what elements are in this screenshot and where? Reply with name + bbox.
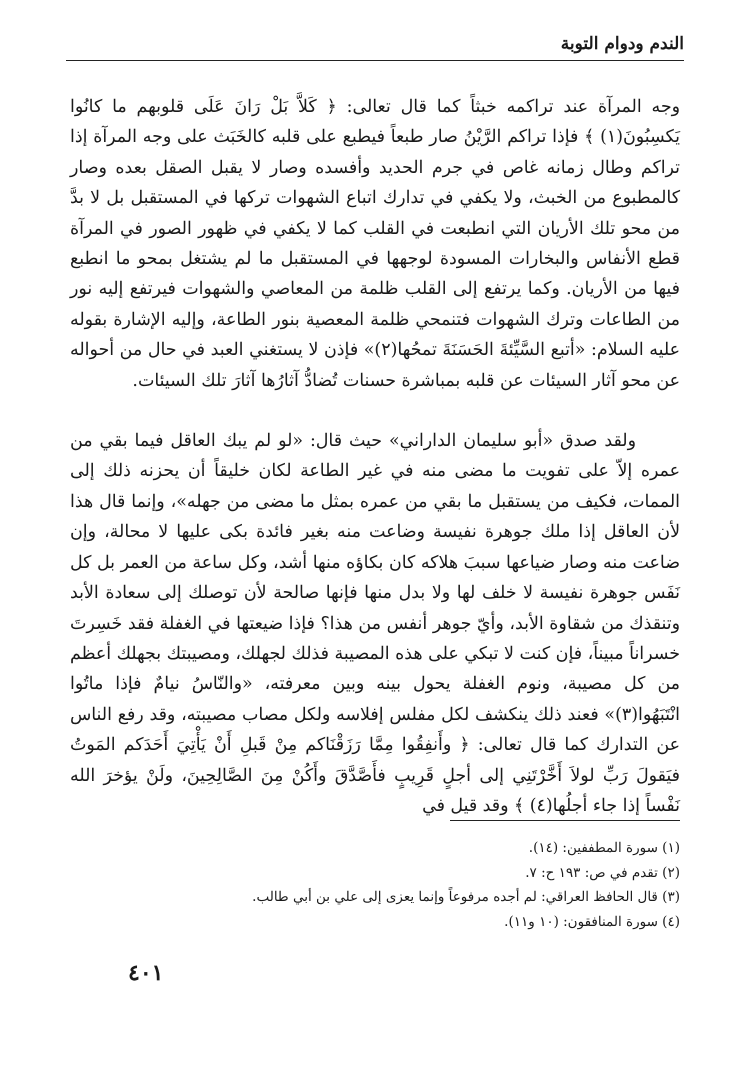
footnote-3: (٣) قال الحافظ العراقي: لم أجده مرفوعاً وإنما يعزى إلى علي بن أبي طالب. xyxy=(252,889,680,905)
footnote-separator xyxy=(450,820,680,821)
footnotes xyxy=(70,836,680,934)
running-header-title: الندم ودوام التوبة xyxy=(560,34,684,54)
footnote-1: (١) سورة المطففين: (١٤). xyxy=(528,840,680,856)
main-text xyxy=(70,92,680,821)
footnote-4: (٤) سورة المنافقون: (١٠ و١١). xyxy=(504,913,680,930)
paragraph-1: وجه المرآة عند تراكمه خبثاً كما قال تعالى: ﴿ كَلاَّ بَلْ رَانَ عَلَى قلوبهم ما كانُوا يَكسِبُونَ(١) ﴾ فإذا تراكم الرَّيْنُ صار طبعاً فيطبع على قلبه كالخَبَث على وجه المرآة إذا تراكم وطال زمانه غاص في جرم الحديد وأفسده وصار لا يقبل الصقل بعده وصار كالمطبوع من الخبث، ولا يكفي في تدارك اتباع الشهوات تركها في المستقبل بل لا بدَّ من محو تلك الأريان التي انطبعت في القلب كما لا يكفي في ظهور الصور في المرآة قطع الأنفاس والبخارات المسودة لوجهها في المستقبل ما لم يشتغل بمحو ما انطبع فيها من الأريان. وكما يرتفع إلى القلب ظلمة من المعاصي والشهوات فيرتفع إليه نور من الطاعات وترك الشهوات فتنمحي ظلمة المعصية بنور الطاعة، وإليه الإشارة بقوله عليه السلام: «أتبع السَّيِّئةَ الحَسَنَةَ تمحُها(٢)» فإذن لا يستغني العبد في حال من أحواله عن محو آثار السيئات عن قلبه بمباشرة حسنات تُضادُّ آثارُها آثارَ تلك السيئات. xyxy=(70,97,681,391)
page-number: ٤٠١ xyxy=(128,960,164,986)
header-rule xyxy=(66,60,684,61)
paragraph-2: ولقد صدق «أبو سليمان الداراني» حيث قال: «لو لم يبك العاقل فيما بقي من عمره إلاّ على تفويت ما مضى منه في غير الطاعة لكان خليقاً أن يحزنه ذلك إلى الممات، فكيف من يستقبل ما بقي من عمره بمثل ما مضى من جهله»، وإنما قال هذا لأن العاقل إذا ملك جوهرة نفيسة وضاعت منه بغير فائدة بكى عليها لا محالة، وإن ضاعت منه وصار ضياعها سببَ هلاكه كان بكاؤه منها أشد، وكل ساعة من العمر بل كل نَفَس جوهرة نفيسة لا خلف لها ولا بدل منها فإنها صالحة لأن توصلك إلى سعادة الأبد وتنقذك من شقاوة الأبد، وأيّ جوهر أنفس من هذا؟ فإذا ضيعتها في الغفلة فقد خَسِرتَ خسراناً مبيناً، فإن كنت لا تبكي على هذه المصيبة فذلك لجهلك، ومصيبتك بجهلك أعظم من كل مصيبة، ونوم الغفلة يحول بينه وبين معرفته، «والنّاسُ نيامٌ فإذا ماتُوا انْتَبَهُوا(٣)» فعند ذلك ينكشف لكل مفلس إفلاسه ولكل مصاب مصيبته، وقد رفع الناس عن التدارك كما قال تعالى: ﴿ وأَنفِقُوا مِمَّا رَزَقْنَاكم مِنْ قَبلِ أَنْ يَأْتِيَ أَحَدَكم المَوتُ فيَقولَ رَبِّ لولاَ أَخَّرْتَنِي إلى أجلٍ قَرِيبٍ فأَصَّدَّقَ وأَكُنْ مِنَ الصَّالِحِينَ، ولَنْ يؤخرَ الله نَفْساً إذا جاء أجلُها(٤) ﴾ وقد قيل في xyxy=(70,431,680,816)
footnote-2: (٢) تقدم في ص: ١٩٣ ح: ٧. xyxy=(525,864,680,881)
